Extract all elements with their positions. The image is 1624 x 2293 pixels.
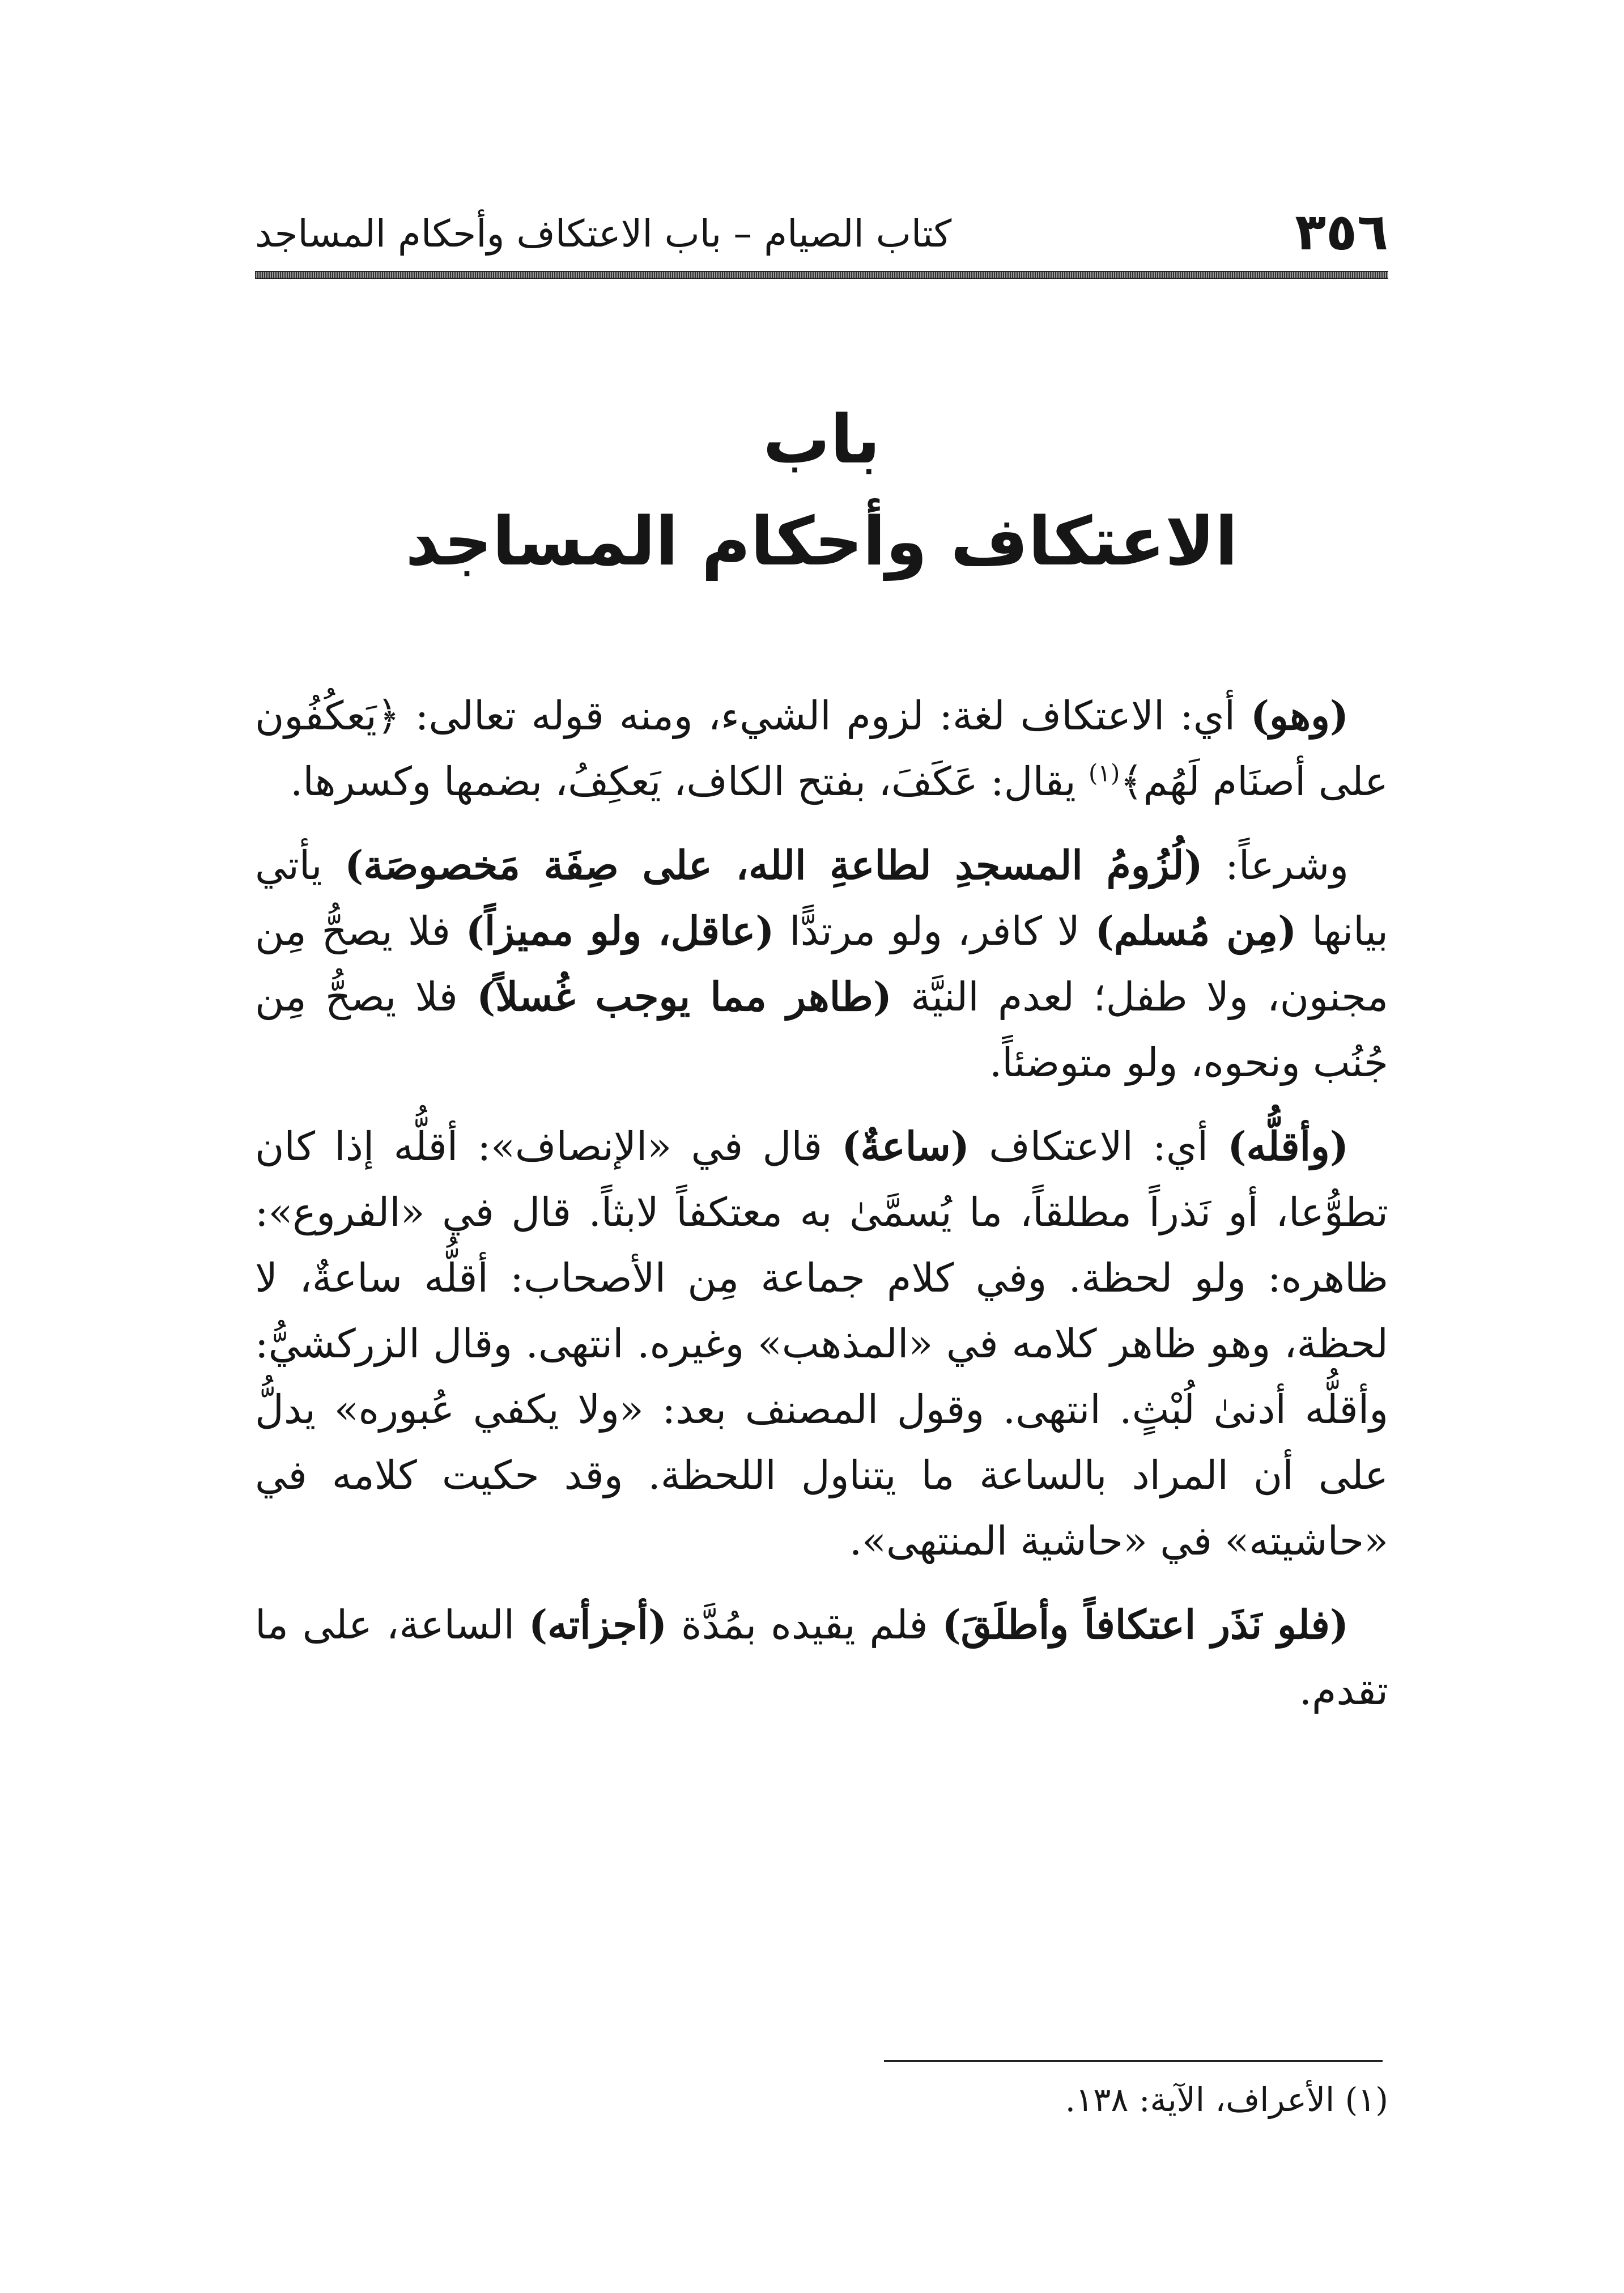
bold-term: (ساعةٌ) bbox=[841, 1123, 970, 1170]
bold-term: (أجزأته) bbox=[529, 1601, 668, 1648]
text-run: أي: الاعتكاف لغة: لزوم الشيء، ومنه قوله تعالى: ﴿يَعكُفُون على أصنَام لَهُم﴾ bbox=[255, 693, 1388, 805]
text-run: الساعة، على ما تقدم. bbox=[255, 1602, 1388, 1714]
body-text bbox=[255, 683, 1388, 1742]
bold-term: (لُزُومُ المسجدِ لطاعةِ الله، على صِفَة مَخصوصَة) bbox=[345, 842, 1203, 889]
paragraph-2 bbox=[255, 833, 1388, 1095]
bold-term: (وهو) bbox=[1250, 692, 1349, 739]
text-run: يأتي بيانها bbox=[255, 842, 1389, 954]
text-run: أي: الاعتكاف bbox=[969, 1123, 1228, 1170]
running-header bbox=[255, 201, 1388, 269]
chapter-heading bbox=[255, 391, 1388, 595]
text-run: لا كافر، ولو مرتدًّا bbox=[774, 908, 1095, 954]
chapter-title: الاعتكاف وأحكام المساجد bbox=[405, 502, 1238, 580]
bold-term: (عاقل، ولو مميزاً) bbox=[465, 907, 775, 954]
footnote: (١) الأعراف، الآية: ١٣٨. bbox=[1065, 2080, 1388, 2119]
header-divider bbox=[255, 271, 1388, 279]
bold-term: (مِن مُسلم) bbox=[1095, 907, 1297, 954]
text-run: يقال: عَكَفَ، بفتح الكاف، يَعكِفُ، بضمها وكسرها. bbox=[290, 758, 1089, 805]
paragraph-1 bbox=[255, 683, 1388, 814]
page-number: ٣٥٦ bbox=[1295, 202, 1388, 262]
paragraph-3 bbox=[255, 1114, 1388, 1574]
running-title: كتاب الصيام – باب الاعتكاف وأحكام المساجد bbox=[255, 212, 952, 256]
chapter-label: باب bbox=[763, 400, 881, 478]
bold-term: (طاهر مما يوجب غُسلاً) bbox=[477, 973, 892, 1020]
text-run: وشرعاً: bbox=[1202, 842, 1349, 889]
paragraph-4 bbox=[255, 1592, 1388, 1723]
text-run: فلم يقيده بمُدَّة bbox=[667, 1602, 942, 1648]
footnote-divider bbox=[884, 2060, 1383, 2062]
footnote-marker: (١) bbox=[1088, 759, 1120, 787]
text-run: فلا يصحُّ مِن جُنُب ونحوه، ولو متوضئاً. bbox=[255, 974, 1388, 1086]
text-run: قال في «الإنصاف»: أقلُّه إذا كان تطوُّعا، أو نَذراً مطلقاً، ما يُسمَّىٰ به معتكفاً لابثاً. قال في «الفروع»: ظاهره: ولو لحظة. وفي كلام جماعة مِن الأصحاب: أقلُّه ساعةٌ، لا لحظة، وهو ظاهر كلامه في «المذهب» وغيره. انتهى. وقال الزركشيُّ: وأقلُّه أدنىٰ لُبْثٍ. انتهى. وقول المصنف بعد: «ولا يكفي عُبوره» يدلُّ على أن المراد بالساعة ما يتناول اللحظة. وقد حكيت كلامه في «حاشيته» في «حاشية المنتهى». bbox=[255, 1123, 1388, 1564]
text-run: فلا يصحُّ مِن مجنون، ولا طفل؛ لعدم النيَّة bbox=[255, 908, 1388, 1020]
bold-term: (فلو نَذَر اعتكافاً وأطلَقَ) bbox=[942, 1601, 1349, 1648]
bold-term: (وأقلُّه) bbox=[1227, 1123, 1349, 1170]
